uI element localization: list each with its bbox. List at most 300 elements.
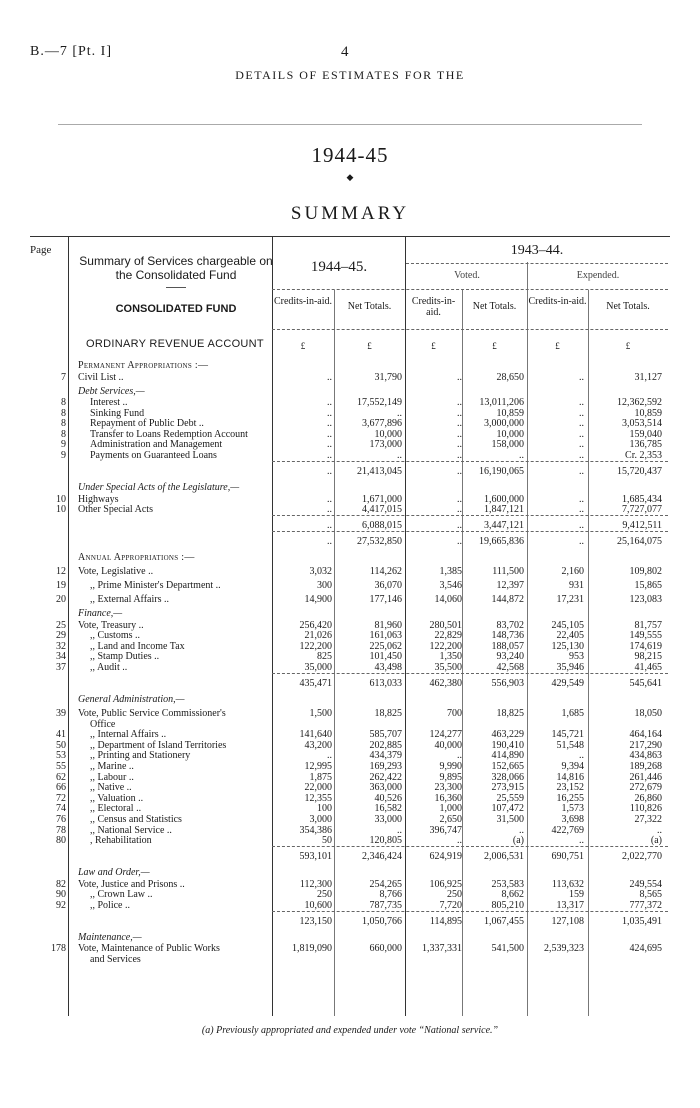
net-expended-1943-44: 98,215 [634, 651, 662, 663]
currency-symbol: £ [625, 341, 631, 351]
net-1944-45: 161,063 [369, 630, 402, 642]
page-ref: 32 [56, 640, 66, 652]
credits-expended-1943-44: 125,130 [551, 640, 584, 652]
net-1944-45: 43,498 [374, 662, 402, 673]
row-label: ,, Labour .. [90, 771, 134, 783]
table-row [0, 835, 700, 846]
net-voted-1943-44: 152,665 [491, 761, 524, 772]
row-label: Vote, Maintenance of Public Works [78, 943, 220, 955]
header-dash-rule [272, 289, 668, 290]
net-1944-45: 613,033 [369, 678, 402, 689]
page-ref: 62 [56, 771, 66, 783]
table-row [0, 761, 700, 772]
table-row [0, 814, 700, 825]
table-row [0, 641, 700, 652]
net-voted-1943-44: 3,000,000 [484, 418, 524, 430]
credits-expended-1943-44: 51,548 [556, 739, 584, 751]
credits-voted-1943-44: 624,919 [429, 851, 462, 863]
net-expended-1943-44: 8,565 [639, 889, 662, 901]
row-label: , Rehabilitation [90, 835, 152, 847]
credits-expended-1943-44: .. [579, 520, 584, 532]
credits-expended-1943-44: 429,549 [551, 678, 584, 689]
currency-symbol: £ [431, 341, 436, 351]
net-voted-1943-44: 8,662 [501, 889, 524, 901]
credits-voted-1943-44: .. [457, 504, 462, 516]
net-expended-1943-44: 31,127 [634, 371, 662, 383]
subtotal-row [0, 520, 700, 531]
credits-expended-1943-44: 1,573 [561, 803, 584, 815]
credits-expended-1943-44: .. [579, 418, 584, 430]
row-label: Repayment of Public Debt .. [90, 418, 204, 430]
net-1944-45: 254,265 [369, 878, 402, 890]
row-label: Office [90, 718, 116, 730]
net-voted-1943-44: 414,890 [491, 750, 524, 762]
net-voted-1943-44: 28,650 [496, 371, 524, 383]
net-1944-45: 3,677,896 [362, 418, 402, 430]
credits-voted-1943-44: 23,300 [434, 782, 462, 794]
row-label: ,, Internal Affairs .. [90, 729, 167, 741]
net-1944-45: 434,379 [369, 750, 402, 762]
table-row [0, 943, 700, 954]
net-expended-1943-44: .. [657, 824, 662, 836]
net-voted-1943-44: 190,410 [491, 739, 524, 751]
row-label: ,, Printing and Stationery [90, 750, 191, 762]
subtotal-row [0, 851, 700, 862]
net-1944-45: 33,000 [374, 814, 402, 825]
credits-1944-45: .. [327, 428, 332, 440]
credits-voted-1943-44: 1,337,331 [422, 943, 462, 955]
credits-expended-1943-44: 22,405 [556, 630, 584, 642]
table-row [0, 450, 700, 461]
credits-expended-1943-44: 159 [569, 889, 584, 901]
credits-voted-1943-44: 35,500 [434, 662, 462, 673]
net-voted-1943-44: .. [519, 824, 524, 836]
credits-expended-1943-44: .. [579, 450, 584, 461]
row-label: Finance,— [78, 608, 123, 620]
net-expended-1943-44: 545,641 [629, 678, 662, 689]
page-ref: 90 [56, 889, 66, 901]
credits-1944-45: 141,640 [299, 729, 332, 741]
row-label: ,, Marine .. [90, 761, 134, 772]
credits-1944-45: 435,471 [299, 678, 332, 689]
net-expended-1943-44: 25,164,075 [617, 536, 662, 548]
row-label: Under Special Acts of the Legislature,— [78, 482, 240, 493]
subtotal-rule [272, 461, 668, 462]
credits-voted-1943-44: 2,650 [439, 814, 462, 825]
page-ref: 8 [61, 397, 66, 408]
expended-header: Expended. [576, 270, 620, 281]
credits-expended-1943-44: 16,255 [556, 792, 584, 804]
credits-voted-1943-44: 700 [447, 708, 462, 719]
page-ref: 80 [56, 835, 66, 847]
credits-voted-1943-44: 1,000 [439, 803, 462, 815]
row-label: ,, Valuation .. [90, 792, 144, 804]
row-label: Other Special Acts [78, 504, 153, 516]
year-title: 1944-45 [311, 143, 389, 167]
net-1944-45: 585,707 [369, 729, 402, 741]
table-row [0, 580, 700, 591]
row-label: ,, Native .. [90, 782, 132, 794]
header-dash-rule [406, 263, 668, 264]
net-1944-45: 262,422 [369, 771, 402, 783]
section-heading-row [0, 932, 700, 943]
row-label: ,, Stamp Duties .. [90, 651, 160, 663]
net-expended-1943-44: 189,268 [629, 761, 662, 772]
credits-1944-45: .. [327, 418, 332, 430]
net-expended-1943-44: 10,859 [634, 407, 662, 419]
table-row [0, 372, 700, 383]
table-top-rule [30, 236, 670, 237]
row-label: Civil List .. [78, 371, 124, 383]
table-row [0, 772, 700, 783]
page-number: 4 [341, 44, 349, 60]
credits-1944-45: .. [327, 397, 332, 408]
net-1944-45: 1,671,000 [362, 493, 402, 505]
net-expended-1943-44: 272,679 [629, 782, 662, 794]
running-title: DETAILS OF ESTIMATES FOR THE [235, 68, 465, 82]
credits-expended-1943-44: .. [579, 371, 584, 383]
page-ref: 78 [56, 824, 66, 836]
page-ref: 25 [56, 619, 66, 631]
section-heading: ORDINARY REVENUE ACCOUNT [86, 338, 264, 350]
net-1944-45: 177,146 [369, 594, 402, 606]
page-ref: 29 [56, 630, 66, 642]
net-expended-1943-44: 1,685,434 [622, 493, 662, 505]
summary-title: SUMMARY [290, 203, 410, 224]
credits-1944-45: 22,000 [304, 782, 332, 794]
net-voted-1943-44: 12,397 [496, 580, 524, 592]
table-row [0, 662, 700, 673]
credits-1944-45: 1,500 [309, 708, 332, 719]
credits-1944-45: 10,600 [304, 899, 332, 911]
credits-voted-1943-44: 14,060 [434, 594, 462, 606]
net-1944-45: 101,450 [369, 651, 402, 663]
credits-expended-1943-44: 953 [569, 651, 584, 663]
credits-voted-1943-44: 106,925 [429, 878, 462, 890]
section-heading-row [0, 608, 700, 619]
page-ref: 10 [56, 504, 66, 516]
net-voted-1943-44: 3,447,121 [484, 520, 524, 532]
net-voted-1943-44: 13,011,206 [479, 397, 524, 408]
net-1944-45: 4,417,015 [362, 504, 402, 516]
net-expended-1943-44: 3,053,514 [622, 418, 662, 430]
col-header-credits: Credits-in-aid. [273, 296, 333, 307]
credits-expended-1943-44: .. [579, 750, 584, 762]
row-label: Vote, Treasury .. [78, 619, 144, 631]
credits-expended-1943-44: 931 [569, 580, 584, 592]
currency-symbol: £ [555, 341, 560, 351]
net-1944-45: 36,070 [374, 580, 402, 592]
table-row [0, 782, 700, 793]
net-1944-45: 2,346,424 [362, 851, 402, 863]
net-1944-45: 18,825 [374, 708, 402, 719]
credits-1944-45: 300 [317, 580, 332, 592]
row-label: Permanent Appropriations :— [78, 360, 209, 371]
credits-expended-1943-44: 127,108 [551, 915, 584, 927]
row-label: Annual Appropriations :— [78, 552, 195, 564]
credits-voted-1943-44: 1,350 [439, 651, 462, 663]
net-expended-1943-44: 217,290 [629, 739, 662, 751]
credits-expended-1943-44: 9,394 [561, 761, 584, 772]
table-row [0, 793, 700, 804]
credits-expended-1943-44: .. [579, 835, 584, 847]
page-ref: 7 [61, 371, 66, 383]
table-row [0, 708, 700, 719]
credits-expended-1943-44: .. [579, 428, 584, 440]
credits-1944-45: 14,900 [304, 594, 332, 606]
row-label: Vote, Legislative .. [78, 566, 154, 578]
net-voted-1943-44: 188,057 [491, 640, 524, 652]
page-ref: 10 [56, 493, 66, 505]
credits-expended-1943-44: .. [579, 493, 584, 505]
header-rule [58, 124, 642, 125]
credits-1944-45: 12,995 [304, 761, 332, 772]
credits-1944-45: 1,875 [309, 771, 332, 783]
subtotal-rule [272, 846, 668, 847]
footnote: (a) Previously appropriated and expended under vote “National service.” [201, 1025, 499, 1036]
credits-expended-1943-44: 245,105 [551, 619, 584, 631]
row-label: ,, External Affairs .. [90, 594, 169, 606]
page-ref: 37 [56, 662, 66, 673]
net-1944-45: .. [397, 407, 402, 419]
row-label: ,, Census and Statistics [90, 814, 182, 825]
credits-1944-45: 593,101 [299, 851, 332, 863]
row-label: ,, Department of Island Territories [90, 739, 227, 751]
net-1944-45: 8,766 [379, 889, 402, 901]
subtotal-rule [272, 515, 668, 516]
net-1944-45: 169,293 [369, 761, 402, 772]
net-1944-45: 202,885 [369, 739, 402, 751]
net-expended-1943-44: 1,035,491 [622, 915, 662, 927]
credits-voted-1943-44: .. [457, 439, 462, 451]
net-voted-1943-44: 16,190,065 [479, 466, 524, 477]
net-1944-45: 6,088,015 [362, 520, 402, 532]
credits-voted-1943-44: .. [457, 450, 462, 461]
credits-expended-1943-44: 2,160 [561, 566, 584, 578]
net-expended-1943-44: 174,619 [629, 640, 662, 652]
net-expended-1943-44: 149,555 [629, 630, 662, 642]
net-1944-45: 363,000 [369, 782, 402, 794]
credits-voted-1943-44: .. [457, 750, 462, 762]
currency-symbol: £ [300, 341, 306, 351]
net-expended-1943-44: Cr. 2,353 [625, 450, 662, 461]
net-voted-1943-44: 253,583 [491, 878, 524, 890]
credits-1944-45: .. [327, 493, 332, 505]
credits-1944-45: .. [327, 750, 332, 762]
credits-1944-45: 122,200 [299, 640, 332, 652]
section-heading-row [0, 386, 700, 397]
credits-voted-1943-44: 462,380 [429, 678, 462, 689]
section-heading-row [0, 360, 700, 371]
net-voted-1943-44: 273,915 [491, 782, 524, 794]
credits-1944-45: 43,200 [304, 739, 332, 751]
credits-voted-1943-44: 16,360 [434, 792, 462, 804]
net-voted-1943-44: 111,500 [492, 566, 524, 578]
credits-voted-1943-44: .. [457, 536, 462, 548]
table-row [0, 900, 700, 911]
credits-1944-45: 50 [322, 835, 332, 847]
section-heading-row [0, 694, 700, 705]
page-ref: 41 [56, 729, 66, 741]
net-1944-45: 17,552,149 [357, 397, 402, 408]
credits-expended-1943-44: .. [579, 466, 584, 477]
subtotal-row [0, 916, 700, 927]
credits-voted-1943-44: 9,895 [439, 771, 462, 783]
credits-1944-45: 250 [317, 889, 332, 901]
net-voted-1943-44: 463,229 [491, 729, 524, 741]
credits-voted-1943-44: 124,277 [429, 729, 462, 741]
credits-expended-1943-44: 23,152 [556, 782, 584, 794]
row-label: and Services [90, 954, 141, 965]
row-label: ,, National Service .. [90, 824, 172, 836]
credits-voted-1943-44: .. [457, 407, 462, 419]
row-label: General Administration,— [78, 694, 185, 705]
net-expended-1943-44: 249,554 [629, 878, 662, 890]
net-expended-1943-44: 159,040 [629, 428, 662, 440]
credits-1944-45: .. [327, 439, 332, 451]
net-voted-1943-44: .. [519, 450, 524, 461]
row-label: ,, Electoral .. [90, 803, 142, 815]
net-1944-45: 40,526 [374, 792, 402, 804]
section-heading-row [0, 552, 700, 563]
credits-1944-45: 112,300 [299, 878, 332, 890]
page-ref: 53 [56, 750, 66, 762]
net-expended-1943-44: 123,083 [629, 594, 662, 606]
table-row [0, 750, 700, 761]
page-column-header: Page [30, 244, 52, 256]
row-label: ,, Customs .. [90, 630, 141, 642]
net-voted-1943-44: 148,736 [491, 630, 524, 642]
page-ref: 34 [56, 651, 66, 663]
page-ref: 12 [56, 566, 66, 578]
row-label: ,, Audit .. [90, 662, 128, 673]
table-row [0, 740, 700, 751]
net-voted-1943-44: 556,903 [491, 678, 524, 689]
previous-year-header: 1943–44. [510, 243, 564, 258]
credits-voted-1943-44: 280,501 [429, 619, 462, 631]
net-expended-1943-44: 7,727,077 [622, 504, 662, 516]
page-ref: 8 [61, 407, 66, 419]
credits-expended-1943-44: 3,698 [561, 814, 584, 825]
net-expended-1943-44: 2,022,770 [622, 851, 662, 863]
credits-1944-45: 825 [317, 651, 332, 663]
subtotal-rule [272, 531, 668, 532]
credits-1944-45: .. [327, 520, 332, 532]
net-1944-45: .. [397, 450, 402, 461]
credits-expended-1943-44: 113,632 [551, 878, 584, 890]
row-label: ,, Crown Law .. [90, 889, 153, 901]
page-ref: 74 [56, 803, 66, 815]
net-1944-45: 27,532,850 [357, 536, 402, 548]
currency-symbol: £ [492, 341, 497, 351]
page-ref: 9 [61, 450, 66, 461]
col-header-net: Net Totals. [347, 301, 392, 312]
credits-voted-1943-44: .. [457, 418, 462, 430]
net-voted-1943-44: 1,067,455 [484, 915, 524, 927]
net-voted-1943-44: 2,006,531 [484, 851, 524, 863]
net-1944-45: 114,262 [369, 566, 402, 578]
table-row [0, 494, 700, 505]
net-voted-1943-44: 19,665,836 [479, 536, 524, 548]
table-row [0, 439, 700, 450]
net-voted-1943-44: (a) [512, 835, 524, 847]
credits-expended-1943-44: .. [579, 407, 584, 419]
credits-1944-45: .. [327, 536, 332, 548]
net-expended-1943-44: 26,860 [634, 792, 662, 804]
table-row [0, 651, 700, 662]
page-ref: 178 [51, 943, 66, 955]
subtotal-rule [272, 911, 668, 912]
credits-voted-1943-44: 3,546 [439, 580, 462, 592]
row-label: Transfer to Loans Redemption Account [90, 428, 248, 440]
net-voted-1943-44: 541,500 [491, 943, 524, 955]
divider-ornament: ◆ [346, 172, 354, 182]
credits-1944-45: .. [327, 466, 332, 477]
table-row [0, 879, 700, 890]
page-ref: 66 [56, 782, 66, 794]
net-voted-1943-44: 328,066 [491, 771, 524, 783]
credits-expended-1943-44: 13,317 [556, 899, 584, 911]
net-expended-1943-44: 434,863 [629, 750, 662, 762]
credits-voted-1943-44: .. [457, 493, 462, 505]
col-header-net: Net Totals. [606, 301, 650, 312]
subtotal-row [0, 466, 700, 477]
net-1944-45: 31,790 [374, 371, 402, 383]
net-voted-1943-44: 1,847,121 [484, 504, 524, 516]
row-label: Vote, Justice and Prisons .. [78, 878, 185, 890]
credits-expended-1943-44: 690,751 [551, 851, 584, 863]
page-ref: 19 [56, 580, 66, 592]
net-voted-1943-44: 10,859 [496, 407, 524, 419]
net-1944-45: 21,413,045 [357, 466, 402, 477]
credits-1944-45: 354,386 [299, 824, 332, 836]
table-row [0, 418, 700, 429]
net-1944-45: 225,062 [369, 640, 402, 652]
table-row [0, 408, 700, 419]
net-expended-1943-44: 41,465 [634, 662, 662, 673]
table-row [0, 825, 700, 836]
subtotal-rule [272, 673, 668, 674]
credits-1944-45: 35,000 [304, 662, 332, 673]
table-row [0, 594, 700, 605]
row-label: Highways [78, 493, 119, 505]
net-voted-1943-44: 25,559 [496, 792, 524, 804]
row-label: ,, Land and Income Tax [90, 640, 185, 652]
net-expended-1943-44: 27,322 [634, 814, 662, 825]
page-ref: 9 [61, 439, 66, 451]
credits-voted-1943-44: 396,747 [429, 824, 462, 836]
row-label: Interest .. [90, 397, 128, 408]
credits-expended-1943-44: 14,816 [556, 771, 584, 783]
credits-1944-45: .. [327, 504, 332, 516]
row-label: Vote, Public Service Commissioner's [78, 708, 226, 719]
credits-voted-1943-44: .. [457, 835, 462, 847]
credits-1944-45: 3,032 [309, 566, 332, 578]
table-row [0, 504, 700, 515]
page-ref: 50 [56, 739, 66, 751]
table-row [0, 729, 700, 740]
net-voted-1943-44: 18,825 [496, 708, 524, 719]
table-row [0, 429, 700, 440]
net-expended-1943-44: 12,362,592 [617, 397, 662, 408]
credits-1944-45: 100 [317, 803, 332, 815]
net-1944-45: 16,582 [374, 803, 402, 815]
credits-1944-45: 3,000 [309, 814, 332, 825]
credits-1944-45: .. [327, 450, 332, 461]
net-1944-45: 120,805 [369, 835, 402, 847]
net-1944-45: .. [397, 824, 402, 836]
credits-expended-1943-44: .. [579, 439, 584, 451]
